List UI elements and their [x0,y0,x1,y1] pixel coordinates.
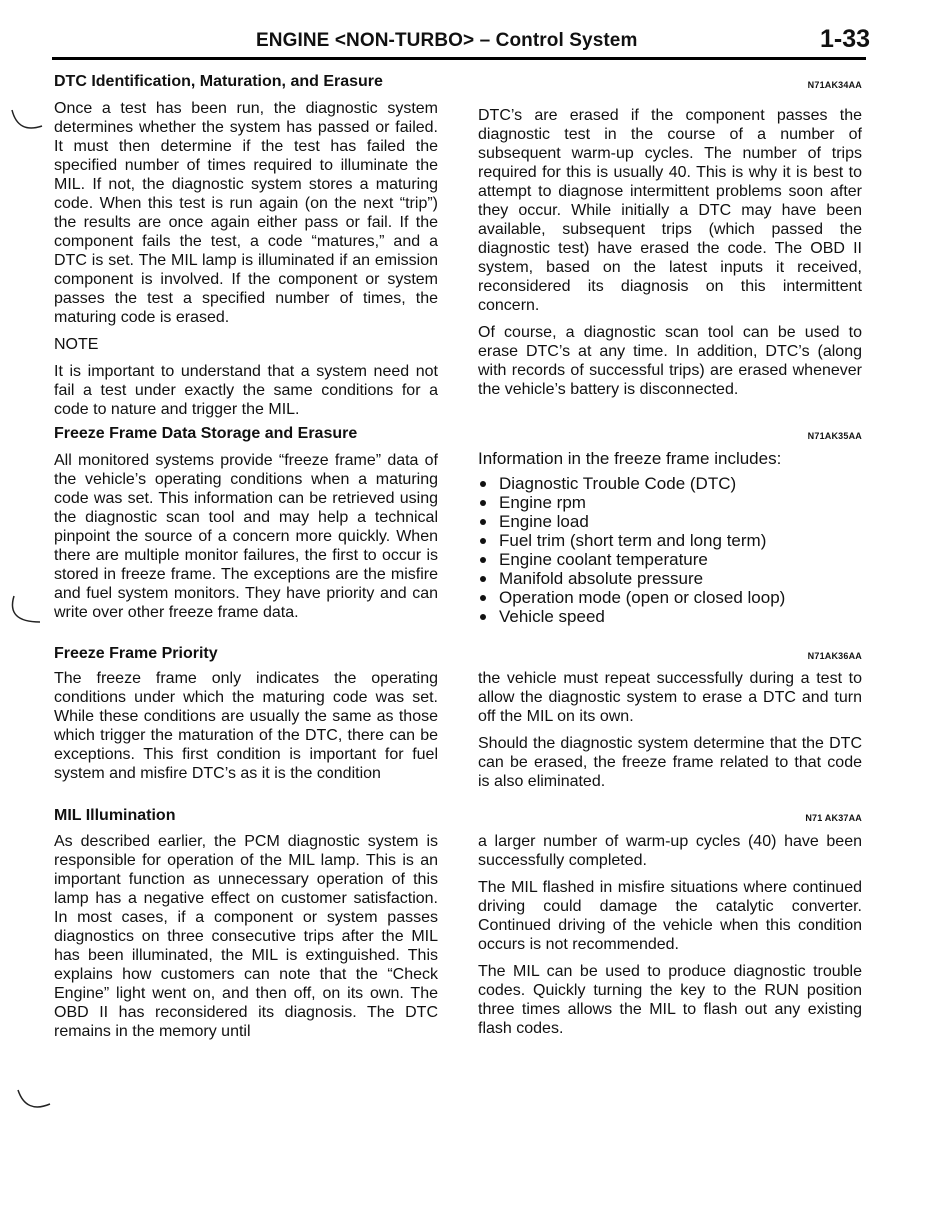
section-heading-mil-illumination: MIL Illumination [54,807,176,824]
list-item: Diagnostic Trouble Code (DTC) [478,474,862,493]
page-number: 1-33 [820,25,871,53]
paragraph: Should the diagnostic system determine that the DTC can be erased, the freeze frame related to that code is also eliminated. [478,735,862,790]
list-item: Engine load [478,512,862,531]
bullet-icon [480,614,486,620]
section-freeze-frame-storage-left [54,451,438,622]
section-freeze-frame-priority-right [478,669,862,791]
bullet-icon [480,538,486,544]
section-heading-freeze-frame-storage: Freeze Frame Data Storage and Erasure [54,425,358,442]
paragraph: a larger number of warm-up cycles (40) have been successfully completed. [478,833,862,869]
list-item: Fuel trim (short term and long term) [478,531,862,550]
bullet-icon [480,557,486,563]
paragraph: DTC’s are erased if the component passes the diagnostic test in the course of a number of subsequent warm-up cycles. The number of trips required for this is usually 40. This is why it is best to attempt to diagnose intermittent problems soon after they occur. While initially a DTC may have been available, subsequent trips (which passed the diagnostic test) have erased the code. The OBD II system, based on the latest inputs it received, reconsidered its diagnosis on this intermittent concern. [478,107,862,314]
section-freeze-frame-priority-left [54,669,438,783]
section-freeze-frame-storage-right [478,449,862,626]
note-text: It is important to understand that a system need not fail a test under exactly the same conditions for a code to nature and trigger the MIL. [54,363,438,418]
margin-curl-mark [8,104,48,140]
page-header-title: ENGINE <NON-TURBO> – Control System [256,30,638,51]
section-code-freeze-frame-storage: N71AK35AA [807,431,862,441]
paragraph: As described earlier, the PCM diagnostic system is responsible for operation of the MIL lamp. This is an important function as unnecessary operation of this lamp has a negative effect on customer satisfaction. In most cases, if a component or system passes diagnostics on three consecutive trips after the MIL has been illuminated, the MIL is extinguished. This explains how customers can note that the “Check Engine” light went on, and then off, on its own. The OBD II has reconsidered its diagnosis. The DTC remains in the memory until [54,833,438,1040]
note-label: NOTE [54,336,99,353]
bullet-icon [480,500,486,506]
section-code-dtc-identification: N71AK34AA [807,80,862,90]
margin-curl-mark [4,592,48,628]
paragraph: All monitored systems provide “freeze frame” data of the vehicle’s operating conditions when a maturing code was set. This information can be retrieved using the diagnostic scan tool and may help a technical pinpoint the source of a concern more quickly. When there are multiple monitor failures, the first to occur is stored in freeze frame. The exceptions are the misfire and fuel system monitors. They have priority and can write over other freeze frame data. [54,452,438,621]
paragraph: The freeze frame only indicates the operating conditions under which the maturing code was set. While these conditions are usually the same as those which trigger the maturation of the DTC, there can be exceptions. This first condition is important for fuel system and misfire DTC’s as it is the condition [54,670,438,782]
freeze-frame-intro: Information in the freeze frame includes: [478,449,782,468]
list-item: Vehicle speed [478,607,862,626]
section-dtc-identification-left [54,99,438,419]
list-item: Manifold absolute pressure [478,569,862,588]
section-mil-illumination-right [478,832,862,1038]
header-rule [52,57,866,60]
section-mil-illumination-left [54,832,438,1041]
section-heading-dtc-identification: DTC Identification, Maturation, and Erasure [54,73,383,90]
bullet-icon [480,519,486,525]
section-heading-freeze-frame-priority: Freeze Frame Priority [54,645,218,662]
section-dtc-identification-right [478,106,862,399]
list-item: Engine rpm [478,493,862,512]
section-code-freeze-frame-priority: N71AK36AA [807,651,862,661]
paragraph: Of course, a diagnostic scan tool can be used to erase DTC’s at any time. In addition, DTC’s (along with records of successful trips) are erased whenever the vehicle’s battery is disconnected. [478,324,862,398]
paragraph: The MIL can be used to produce diagnostic trouble codes. Quickly turning the key to the RUN position three times allows the MIL to flash out any existing flash codes. [478,963,862,1037]
bullet-icon [480,595,486,601]
list-item: Engine coolant temperature [478,550,862,569]
bullet-icon [480,576,486,582]
list-item: Operation mode (open or closed loop) [478,588,862,607]
margin-curl-mark [12,1084,56,1114]
paragraph: Once a test has been run, the diagnostic system determines whether the system has passed or failed. It must then determine if the test has failed the specified number of times required to illuminate the MIL. If not, the diagnostic system stores a maturing code. When this test is run again (on the next “trip”) the results are once again either pass or fail. If the component fails the test, a code “matures,” and a DTC is set. The MIL lamp is illuminated if an emission component is involved. If the component or system passes the test a specified number of times, the maturing code is erased. [54,100,438,326]
freeze-frame-list [478,474,862,626]
paragraph: the vehicle must repeat successfully during a test to allow the diagnostic system to erase a DTC and turn off the MIL on its own. [478,670,862,725]
bullet-icon [480,481,486,487]
section-code-mil-illumination: N71 AK37AA [805,813,862,823]
paragraph: The MIL flashed in misfire situations where continued driving could damage the catalytic converter. Continued driving of the vehicle when this condition occurs is not recommended. [478,879,862,953]
